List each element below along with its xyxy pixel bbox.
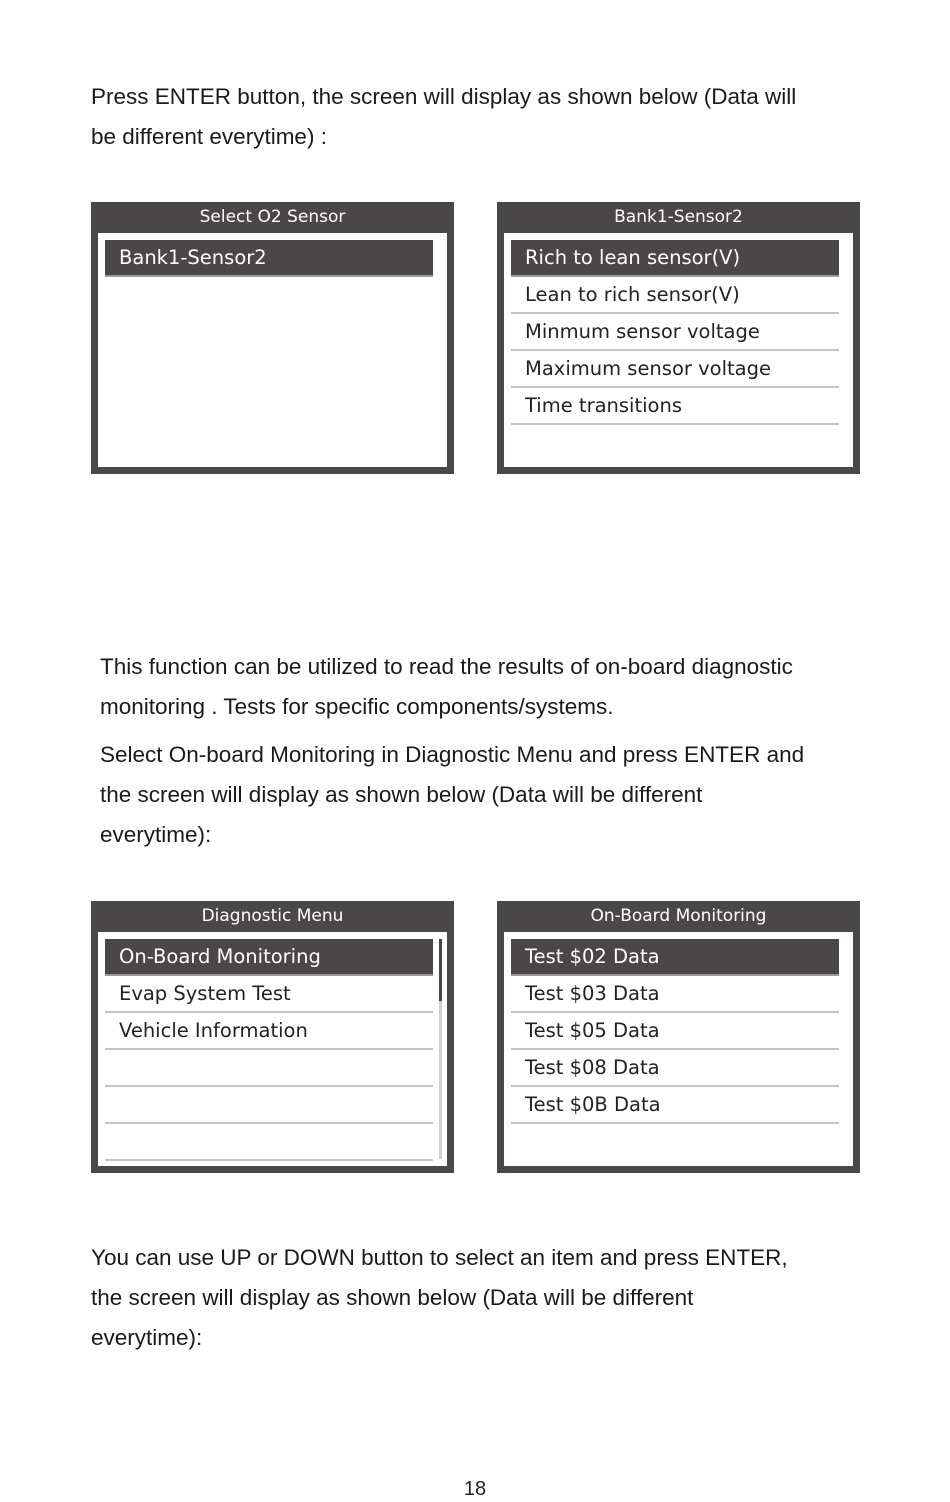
screen-title: Bank1-Sensor2 [614, 207, 743, 227]
menu-item-onboard-monitoring[interactable]: On-Board Monitoring [105, 939, 433, 976]
screen-body [98, 233, 447, 467]
screen-body [504, 233, 853, 467]
intro-line-2: be different everytime) : [91, 124, 327, 149]
menu-list [105, 939, 433, 1161]
menu-list [511, 240, 839, 425]
menu-item-empty [105, 1124, 433, 1161]
intro-paragraph [91, 77, 796, 157]
onboard-p2-line-2: the screen will display as shown below (Data will be different [100, 782, 703, 807]
menu-list [105, 240, 433, 277]
outro-paragraph [91, 1238, 788, 1358]
scrollbar[interactable] [439, 939, 442, 1159]
menu-item-empty [105, 1050, 433, 1087]
onboard-p1-line-1: This function can be utilized to read the results of on-board diagnostic [100, 654, 793, 679]
menu-item-lean-to-rich[interactable]: Lean to rich sensor(V) [511, 277, 839, 314]
onboard-p2-line-3: everytime): [100, 822, 212, 847]
screen-title: Diagnostic Menu [201, 906, 344, 926]
menu-item-test-0b[interactable]: Test $0B Data [511, 1087, 839, 1124]
intro-line-1: Press ENTER button, the screen will display as shown below (Data will [91, 84, 797, 109]
select-o2-sensor-screen [91, 202, 454, 474]
menu-item-max-voltage[interactable]: Maximum sensor voltage [511, 351, 839, 388]
menu-item-bank1-sensor2[interactable]: Bank1-Sensor2 [105, 240, 433, 277]
onboard-p2-line-1: Select On-board Monitoring in Diagnostic Menu and press ENTER and [100, 742, 805, 767]
outro-line-3: everytime): [91, 1325, 203, 1350]
menu-item-test-02[interactable]: Test $02 Data [511, 939, 839, 976]
bank1-sensor2-screen [497, 202, 860, 474]
onboard-monitoring-screen [497, 901, 860, 1173]
onboard-description [100, 647, 804, 855]
outro-line-2: the screen will display as shown below (Data will be different [91, 1285, 694, 1310]
screen-body [504, 932, 853, 1166]
menu-item-rich-to-lean[interactable]: Rich to lean sensor(V) [511, 240, 839, 277]
screen-body [98, 932, 447, 1166]
menu-item-test-03[interactable]: Test $03 Data [511, 976, 839, 1013]
scrollbar-thumb[interactable] [439, 939, 442, 1001]
menu-item-vehicle-information[interactable]: Vehicle Information [105, 1013, 433, 1050]
outro-line-1: You can use UP or DOWN button to select an item and press ENTER, [91, 1245, 788, 1270]
diagnostic-menu-screen [91, 901, 454, 1173]
onboard-p1-line-2: monitoring . Tests for specific components/systems. [100, 694, 614, 719]
page-number: 18 [463, 1478, 487, 1500]
menu-list [511, 939, 839, 1124]
menu-item-empty [105, 1087, 433, 1124]
screen-title: Select O2 Sensor [199, 207, 346, 227]
menu-item-test-05[interactable]: Test $05 Data [511, 1013, 839, 1050]
menu-item-evap-system-test[interactable]: Evap System Test [105, 976, 433, 1013]
menu-item-time-transitions[interactable]: Time transitions [511, 388, 839, 425]
screen-title: On-Board Monitoring [590, 906, 767, 926]
menu-item-test-08[interactable]: Test $08 Data [511, 1050, 839, 1087]
menu-item-min-voltage[interactable]: Minmum sensor voltage [511, 314, 839, 351]
